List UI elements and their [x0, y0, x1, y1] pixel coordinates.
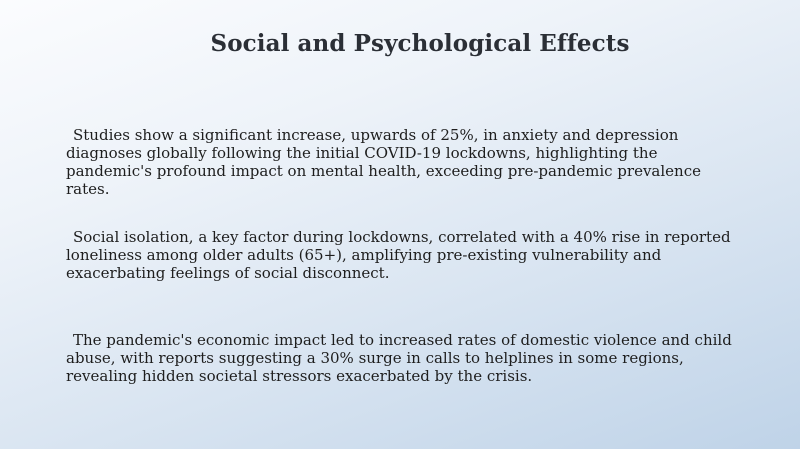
- paragraph-economic-impact: The pandemic's economic impact led to increased rates of domestic violence and child abuse, with reports suggesting a 30% surge in calls to helplines in some regions, revealing hidden societal stressors exacerbated by the crisis.: [66, 331, 732, 385]
- paragraph-anxiety-depression: Studies show a significant increase, upwards of 25%, in anxiety and depression diagnoses globally following the initial COVID-19 lockdowns, highlighting the pandemic's profound impact on mental health, exceeding pre-pandemic prevalence rates.: [66, 126, 701, 198]
- paragraph-social-isolation: Social isolation, a key factor during lockdowns, correlated with a 40% rise in reported loneliness among older adults (65+), amplifying pre-existing vulnerability and exacerbating feelings of social disconnect.: [66, 228, 731, 282]
- slide-title: Social and Psychological Effects: [210, 30, 630, 57]
